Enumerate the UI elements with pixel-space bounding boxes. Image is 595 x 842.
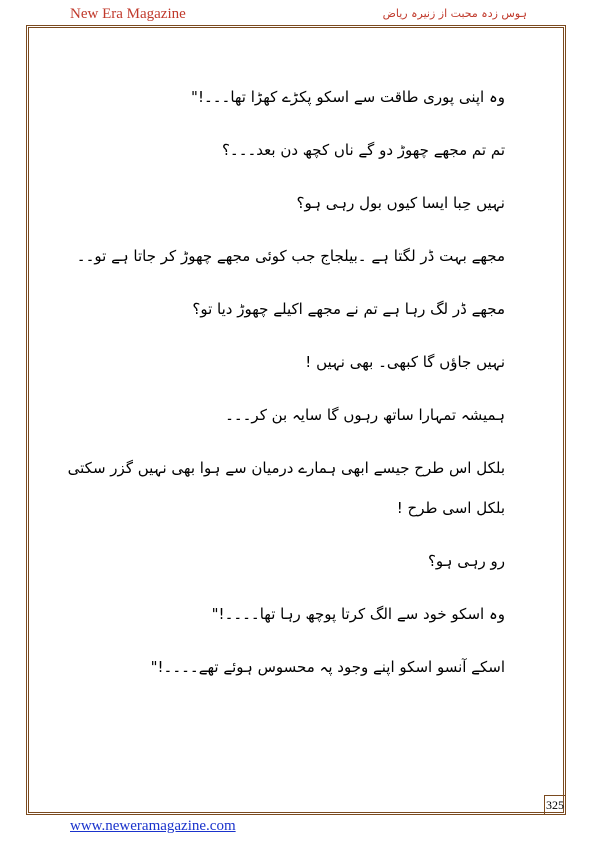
paragraph-6: نہیں جاؤں گا کبھی۔ بھی نہیں !	[305, 353, 505, 371]
paragraph-2: تم تم مجھے چھوڑ دو گے ناں کچھ دن بعد۔۔۔؟	[221, 141, 505, 159]
paragraph-8: بلکل اس طرح جیسے ابھی ہمارے درمیان سے ہوا بھی نہیں گزر سکتی	[67, 459, 505, 477]
website-link[interactable]: www.neweramagazine.com	[70, 818, 236, 834]
paragraph-4: مجھے بہت ڈر لگتا ہے ۔بیلجاج جب کوئی مجھے چھوڑ کر جاتا ہے تو۔۔	[76, 247, 505, 265]
paragraph-12: اسکے آنسو اسکو اپنے وجود پہ محسوس ہوئے تھے۔۔۔۔!"	[150, 658, 505, 676]
magazine-name: New Era Magazine	[70, 6, 186, 22]
paragraph-5: مجھے ڈر لگ رہا ہے تم نے مجھے اکیلے چھوڑ دیا تو؟	[192, 300, 505, 318]
paragraph-1: وہ اپنی پوری طاقت سے اسکو پکڑے کھڑا تھا۔۔۔!"	[191, 88, 505, 106]
paragraph-9: بلکل اسی طرح !	[396, 499, 505, 517]
novel-title: ہوس زدہ محبت از زنیرہ ریاض	[382, 7, 527, 20]
paragraph-10: رو رہی ہو؟	[427, 552, 505, 570]
story-text	[67, 82, 505, 705]
paragraph-3: نہیں حِبا ایسا کیوں بول رہی ہو؟	[296, 194, 505, 212]
page-number: 325	[544, 795, 565, 814]
paragraph-7: ہمیشہ تمہارا ساتھ رہوں گا سایہ بن کر۔۔۔	[225, 406, 505, 424]
paragraph-11: وہ اسکو خود سے الگ کرتا پوچھ رہا تھا۔۔۔۔!"	[211, 605, 505, 623]
